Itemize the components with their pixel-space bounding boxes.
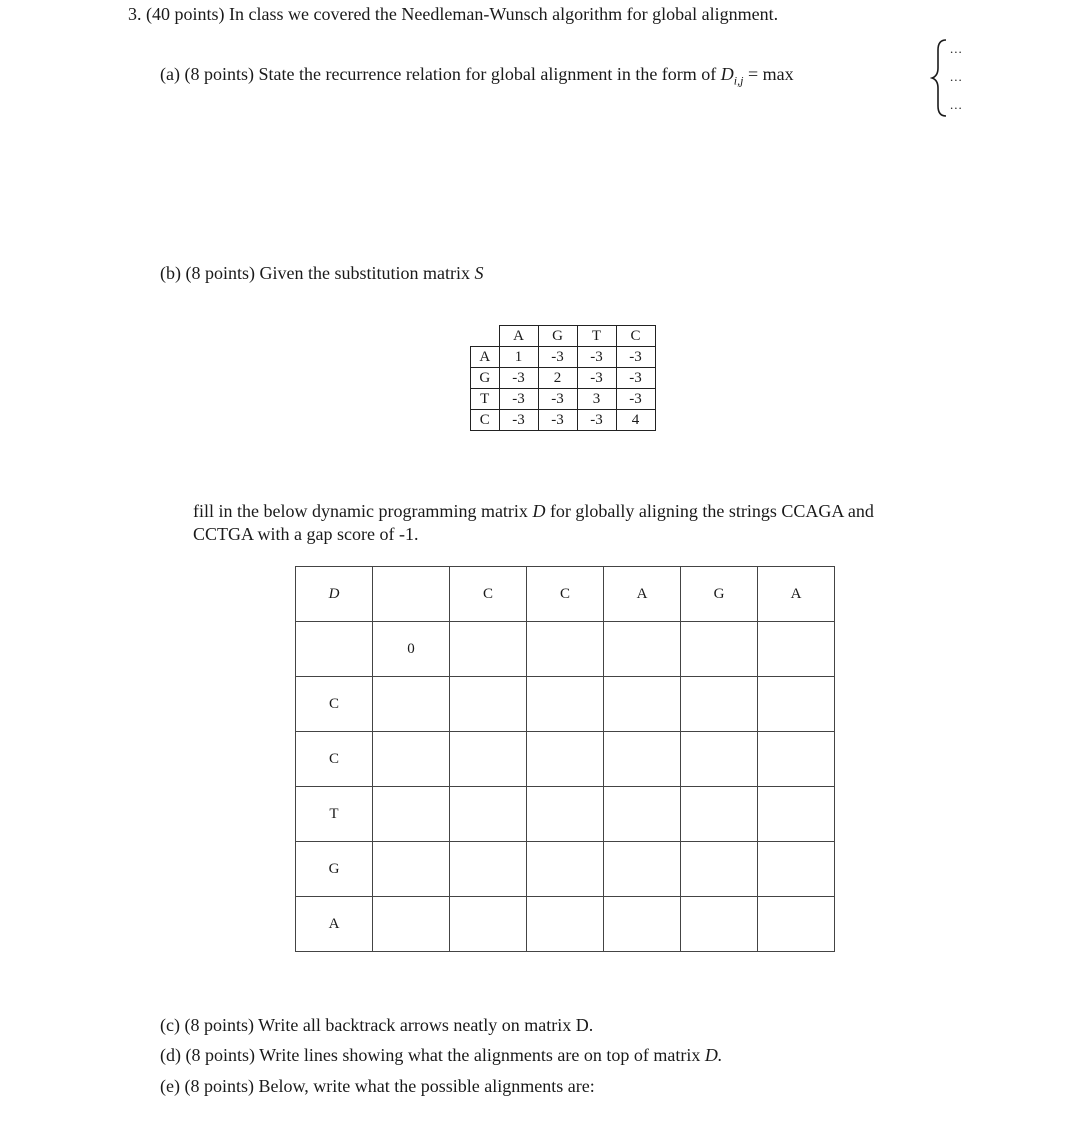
smat-col-header: G <box>538 326 577 347</box>
dp-cell[interactable] <box>681 787 758 842</box>
smat-cell: 2 <box>538 368 577 389</box>
smat-row-header: A <box>471 347 500 368</box>
part-a-lhs: D <box>720 64 734 84</box>
dp-cell[interactable] <box>758 842 835 897</box>
dp-cell[interactable] <box>373 897 450 952</box>
smat-cell: -3 <box>616 368 655 389</box>
instruction-text: fill in the below dynamic programming matrix <box>193 501 528 521</box>
dp-cell[interactable] <box>604 897 681 952</box>
part-b-text <box>160 262 483 284</box>
dp-cell[interactable] <box>527 677 604 732</box>
smat-cell: -3 <box>577 368 616 389</box>
dp-cell[interactable] <box>604 787 681 842</box>
dp-cell-origin[interactable]: 0 <box>373 622 450 677</box>
part-d-text <box>160 1044 722 1066</box>
dp-cell[interactable] <box>373 787 450 842</box>
instruction-symbol: D <box>532 501 546 521</box>
case-1: ... <box>950 41 963 56</box>
dp-cell[interactable] <box>681 622 758 677</box>
smat-cell: -3 <box>577 347 616 368</box>
case-3: ... <box>950 97 963 112</box>
part-b-prompt: (b) (8 points) Given the substitution matrix <box>160 263 470 283</box>
question-header: 3. (40 points) In class we covered the Needleman-Wunsch algorithm for global alignment. <box>128 4 779 24</box>
smat-cell: -3 <box>616 347 655 368</box>
dp-cell[interactable] <box>450 897 527 952</box>
dp-col-header: A <box>604 567 681 622</box>
instruction-line-1 <box>193 500 874 522</box>
dp-cell[interactable] <box>373 677 450 732</box>
smat-cell: 1 <box>499 347 538 368</box>
dp-cell[interactable] <box>373 732 450 787</box>
smat-row-header: C <box>471 410 500 431</box>
dp-cell[interactable] <box>527 842 604 897</box>
dp-cell[interactable] <box>681 732 758 787</box>
smat-col-header: T <box>577 326 616 347</box>
dp-cell[interactable] <box>604 732 681 787</box>
part-d-prompt: (d) (8 points) Write lines showing what the alignments are on top of matrix <box>160 1045 701 1065</box>
smat-cell: -3 <box>577 410 616 431</box>
part-a-prompt: (a) (8 points) State the recurrence relation for global alignment in the form of <box>160 64 717 84</box>
dp-cell[interactable] <box>681 897 758 952</box>
dp-cell[interactable] <box>527 622 604 677</box>
dp-col-header <box>373 567 450 622</box>
dp-cell[interactable] <box>450 787 527 842</box>
smat-row-header: T <box>471 389 500 410</box>
dp-row-header: G <box>296 842 373 897</box>
dp-cell[interactable] <box>450 732 527 787</box>
smat-cell: 3 <box>577 389 616 410</box>
dp-cell[interactable] <box>604 622 681 677</box>
dp-cell[interactable] <box>373 842 450 897</box>
smat-cell: -3 <box>616 389 655 410</box>
part-a-text <box>160 63 794 92</box>
substitution-matrix <box>470 325 656 431</box>
instruction-line-2: CCTGA with a gap score of -1. <box>193 524 419 544</box>
smat-row-header: G <box>471 368 500 389</box>
dp-cell[interactable] <box>681 842 758 897</box>
smat-cell: -3 <box>538 410 577 431</box>
dp-matrix <box>295 566 835 952</box>
dp-row-header: T <box>296 787 373 842</box>
dp-corner: D <box>296 567 373 622</box>
dp-col-header: A <box>758 567 835 622</box>
dp-cell[interactable] <box>527 732 604 787</box>
smat-cell: 4 <box>616 410 655 431</box>
part-b-symbol: S <box>474 263 484 283</box>
dp-cell[interactable] <box>450 677 527 732</box>
part-c-text: (c) (8 points) Write all backtrack arrows neatly on matrix D. <box>160 1015 594 1035</box>
dp-col-header: G <box>681 567 758 622</box>
left-brace-icon <box>930 38 950 118</box>
dp-cell[interactable] <box>758 677 835 732</box>
dp-row-header: C <box>296 732 373 787</box>
dp-row-header: C <box>296 677 373 732</box>
dp-cell[interactable] <box>758 622 835 677</box>
dp-cell[interactable] <box>758 787 835 842</box>
dp-cell[interactable] <box>450 622 527 677</box>
instruction-text-b: for globally aligning the strings CCAGA and <box>549 501 874 521</box>
dp-cell[interactable] <box>527 787 604 842</box>
dp-cell[interactable] <box>758 732 835 787</box>
dp-row-header: A <box>296 897 373 952</box>
dp-cell[interactable] <box>450 842 527 897</box>
dp-cell[interactable] <box>527 897 604 952</box>
part-d-symbol: D. <box>704 1045 723 1065</box>
part-a-rhs: = max <box>743 64 794 84</box>
smat-col-header: C <box>616 326 655 347</box>
dp-col-header: C <box>527 567 604 622</box>
dp-cell[interactable] <box>604 842 681 897</box>
dp-col-header: C <box>450 567 527 622</box>
case-2: ... <box>950 69 963 84</box>
smat-cell: -3 <box>499 368 538 389</box>
part-a-lhs-sub: i,j <box>733 73 744 88</box>
smat-col-header: A <box>499 326 538 347</box>
smat-cell: -3 <box>538 347 577 368</box>
part-e-text: (e) (8 points) Below, write what the possible alignments are: <box>160 1076 595 1096</box>
smat-corner <box>471 326 500 347</box>
smat-cell: -3 <box>538 389 577 410</box>
smat-cell: -3 <box>499 389 538 410</box>
dp-cell[interactable] <box>681 677 758 732</box>
dp-cell[interactable] <box>758 897 835 952</box>
dp-row-header <box>296 622 373 677</box>
dp-cell[interactable] <box>604 677 681 732</box>
smat-cell: -3 <box>499 410 538 431</box>
